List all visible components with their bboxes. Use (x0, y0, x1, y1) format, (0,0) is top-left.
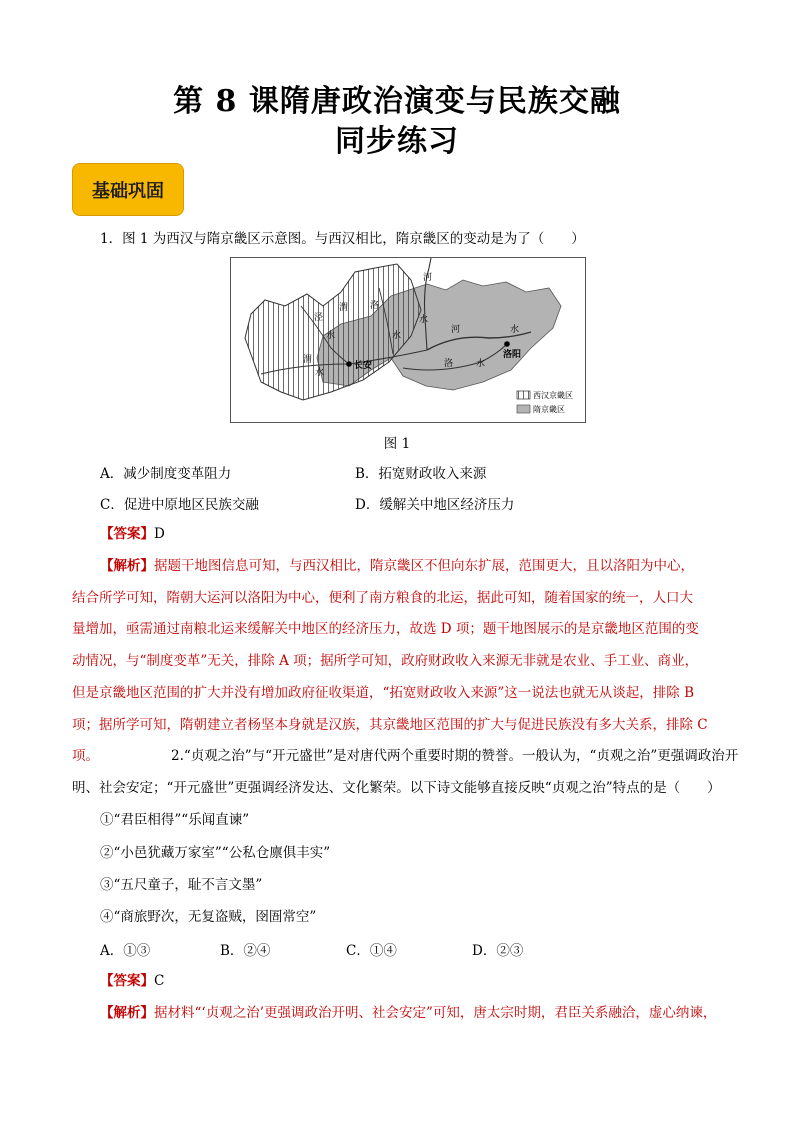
q1-stem: 1．图 1 为西汉与隋京畿区示意图。与西汉相比，隋京畿区的变动是为了（ ） (100, 231, 585, 247)
q2-item: ②“小邑犹藏万家室”“公私仓廪俱丰实” (100, 845, 331, 861)
map-svg (231, 258, 585, 422)
section-badge: 基础巩固 (72, 163, 184, 216)
q2-stem-second: 明、社会安定；“开元盛世”更强调经济发达、文化繁荣。以下诗文能够直接反映“贞观之治”特点的是（ ） (72, 780, 721, 796)
legend-label-han: 西汉京畿区 (533, 391, 573, 400)
changan-dot (346, 361, 352, 367)
figure-caption: 图 1 (383, 436, 411, 452)
luoyang-dot (504, 341, 510, 347)
q1-option-c: C．促进中原地区民族交融 (100, 497, 259, 513)
q2-answer (100, 971, 760, 991)
q2-analysis-line (100, 1003, 760, 1023)
q1-analysis-line: 动情况，与“制度变革”无关，排除 A 项；据所学可知，政府财政收入来源无非就是农业、手工业、商业， (72, 653, 699, 669)
q2-item: ③“五尺童子，耻不言文墨” (100, 877, 263, 893)
q2-item: ①“君臣相得”“乐闻直谏” (100, 812, 250, 828)
q1-analysis-line: 结合所学可知，隋朝大运河以洛阳为中心，便利了南方粮食的北运，据此可知，随着国家的统一，人口大 (72, 590, 693, 606)
q1-analysis-end-q2-start (72, 746, 739, 766)
luoyang-label: 洛阳 (503, 350, 522, 360)
q2-item: ④“商旅野次，无复盗贼，囹圄常空” (100, 909, 317, 925)
q2-stem-first: 2.“贞观之治”与“开元盛世”是对唐代两个重要时期的赞誉。一般认为，“贞观之治”更强调政治开 (171, 748, 739, 764)
map-label: 渭 (339, 303, 349, 313)
document-subtitle: 同步练习 (335, 124, 459, 159)
answer-value: C (154, 973, 165, 989)
legend-swatch-han (517, 391, 530, 399)
q2-option-a: A．①③ (100, 943, 151, 959)
q1-option-d: D．缓解关中地区经济压力 (355, 497, 515, 513)
analysis-text: 据材料“‘贞观之治’更强调政治开明、社会安定”可知，唐太宗时期，君臣关系融洽，虚心纳谏， (154, 1005, 717, 1021)
q2-option-c: C．①④ (346, 943, 397, 959)
legend-label-sui: 隋京畿区 (533, 405, 565, 414)
q1-analysis-line: 但是京畿地区范围的扩大并没有增加政府征收渠道，“拓宽财政收入来源”这一说法也就无从谈起，排除 B (72, 685, 695, 701)
map-label: 水 (510, 325, 520, 335)
q1-analysis-line: 量增加，亟需通过南粮北运来缓解关中地区的经济压力，故选 D 项；题干地图展示的是京畿地区范围的变 (72, 621, 699, 637)
answer-value: D (154, 526, 165, 542)
map-label: 水 (326, 331, 336, 341)
map-label: 水 (476, 359, 486, 369)
map-label: 洛 (444, 359, 454, 369)
analysis-end: 项。 (72, 748, 99, 764)
map-label: 水 (392, 331, 402, 341)
map-label: 河 (451, 325, 461, 335)
q2-option-b: B．②④ (220, 943, 271, 959)
map-label: 渭 (303, 355, 313, 365)
q1-analysis-line: 项；据所学可知，隋朝建立者杨坚本身就是汉族，其京畿地区范围的扩大与促进民族没有多大关系，排除 C (72, 717, 708, 733)
q2-option-d: D．②③ (472, 943, 524, 959)
q1-option-b: B．拓宽财政收入来源 (355, 466, 487, 482)
map-label: 洛 (370, 301, 380, 311)
map-label: 水 (315, 368, 325, 378)
map-label: 河 (423, 273, 433, 283)
document-title: 第 8 课隋唐政治演变与民族交融 (173, 84, 621, 119)
q1-answer (100, 524, 760, 544)
map-label: 水 (419, 315, 429, 325)
q1-option-a: A．减少制度变革阻力 (100, 466, 232, 482)
answer-label: 【答案】 (100, 973, 154, 989)
answer-label: 【答案】 (100, 526, 154, 542)
q1-analysis-line (100, 556, 760, 576)
legend-swatch-sui (517, 405, 530, 413)
analysis-label: 【解析】 (100, 1005, 154, 1021)
analysis-label: 【解析】 (100, 558, 154, 574)
analysis-text: 据题干地图信息可知，与西汉相比，隋京畿区不但向东扩展，范围更大，且以洛阳为中心， (154, 558, 694, 574)
changan-label: 长安 (354, 361, 373, 371)
map-label: 泾 (314, 313, 324, 323)
q1-map-figure (230, 257, 586, 423)
